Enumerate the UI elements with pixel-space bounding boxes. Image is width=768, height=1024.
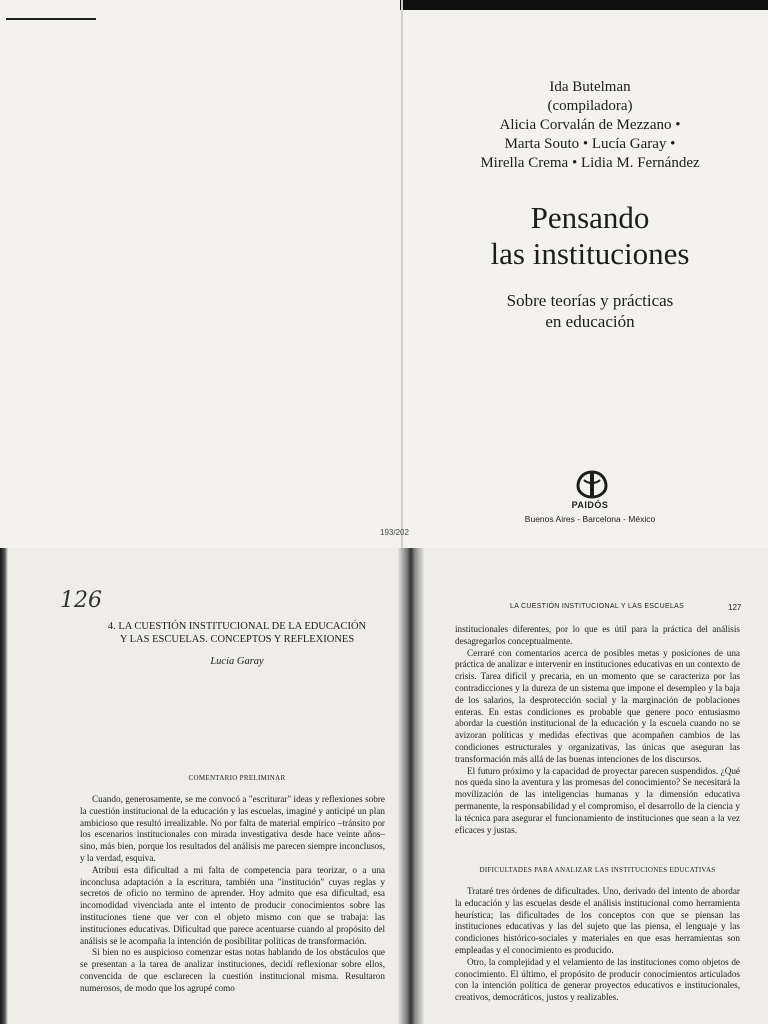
author-line: Marta Souto • Lucía Garay • xyxy=(504,136,676,152)
gutter xyxy=(401,0,403,548)
section-heading: DIFICULTADES PARA ANALIZAR LAS INSTITUCIONES EDUCATIVAS xyxy=(479,866,716,874)
paragraph: Cerraré con comentarios acerca de posibles metas y posiciones de una práctica de analizar e intervenir en instituciones educativas en un contexto de crisis. Tarea difícil y precaria, en un momento que se caracteriza por las contradicciones y la dureza de un sistema que impone el desempleo y la baja de los salarios, la desprotección social y la marginación de poblaciones enteras. En estas condiciones es probable que genere poco entusiasmo abordar la cuestión institucional de la educación y la escuela cuando no se avizoran políticas y medidas efectivas que acompañen cambios de las condiciones estructurales y organizativas, las únicas que aseguran las transformación más allá de las buenas intenciones de los discursos. xyxy=(455,647,740,764)
author-line: (compiladora) xyxy=(547,98,633,114)
page-number: 127 xyxy=(728,603,742,612)
chapter-title-line: 4. LA CUESTIÓN INSTITUCIONAL DE LA EDUCACIÓN xyxy=(107,621,367,632)
book-title-line: las instituciones xyxy=(490,236,690,271)
book-title xyxy=(430,200,750,272)
subtitle-line: Sobre teorías y prácticas xyxy=(506,291,674,310)
scan-edge-shadow xyxy=(0,548,8,1024)
paragraph: Si bien no es auspicioso comenzar estas notas hablando de los obstáculos que se presentan a la tarea de analizar instituciones, decidí reflexionar sobre ellos, convencida de que esclarecen la cuestión institucional misma. Resultaron numerosos, de modo que los agrupé como xyxy=(80,947,385,993)
paragraph: El futuro próximo y la capacidad de proyectar parecen suspendidos. ¿Qué nos queda sino la aventura y las promesas del conocimiento? Se necesitará la movilización de las inteligencias humanas y la dimensión educativa permanente, la responsabilidad y el compromiso, el desarrollo de la ciencia y la técnica para asegurar el funcionamiento de instituciones que sean a la vez eficaces y justas. xyxy=(455,765,740,835)
paragraph: institucionales diferentes, por lo que es útil para la práctica del análisis desagregarlos conceptualmente. xyxy=(455,624,740,646)
authors-block xyxy=(430,78,750,173)
publisher-name: PAIDÓS xyxy=(571,500,609,510)
section-heading: COMENTARIO PRELIMINAR xyxy=(188,774,286,782)
handwritten-page-number: 126 xyxy=(60,588,102,613)
pen-mark xyxy=(6,18,96,20)
chapter-title-line: Y LAS ESCUELAS. CONCEPTOS Y REFLEXIONES xyxy=(119,634,355,645)
chapter-author: Lucía Garay xyxy=(210,656,264,667)
author-line: Mirella Crema • Lidia M. Fernández xyxy=(480,155,700,171)
left-page-body xyxy=(80,794,385,995)
publisher-logo-icon xyxy=(572,470,612,500)
chapter-title xyxy=(92,620,382,646)
paragraph: Trataré tres órdenes de dificultades. Uno, derivado del intento de abordar la educación y las escuelas desde el análisis institucional como herramienta heurística; las dificultades de los conceptos con que se piensan las instituciones educativas y las del sujeto que las piensa, el lenguaje y las condiciones histórico-sociales y materiales en que esas herramientas son empleadas y el conocimiento es producido. xyxy=(455,886,740,955)
subtitle-line: en educación xyxy=(545,312,635,331)
book-subtitle xyxy=(430,290,750,332)
paragraph: Otro, la complejidad y el velamiento de las instituciones como objetos de conocimiento. El último, el propósito de producir conocimientos articulados con la intención política de generar proyectos educativos e institucionales, creativos, democráticos, justos y realizables. xyxy=(455,956,740,1003)
right-page-body-bottom xyxy=(455,886,740,1004)
running-head: LA CUESTIÓN INSTITUCIONAL Y LAS ESCUELAS xyxy=(510,603,685,610)
book-title-line: Pensando xyxy=(530,200,650,235)
text-spread xyxy=(0,548,768,1024)
book-binding xyxy=(398,548,424,1024)
paragraph: Cuando, generosamente, se me convocó a "escriturar" ideas y reflexiones sobre la cuestión institucional de la educación y las escuelas, imaginé y anticipé un plan ambicioso que resultó irrealizable. No por falta de material empírico –tránsito por los escenarios institucionales con mirada investigativa desde hace veinte años– sino, más bien, porque los resultados del análisis me parecen siempre inconclusos, y la verdad, esquiva. xyxy=(80,794,385,863)
paragraph: Atribuí esta dificultad a mi falta de competencia para teorizar, o a una inconclusa adaptación a la escritura, también una "institución" cuyas reglas y secretos de oficio no termino de aprender. Hoy admito que esa dificultad, esa incomodidad vivenciada ante el intento de producir conocimientos sobre las instituciones tiene que ver con el objeto mismo con que se trabaja: las instituciones educativas. Dificultad que parece acentuarse cuando al propósito del análisis se le acompaña la intención de posibilitar políticas de transformación. xyxy=(80,864,385,946)
right-page-body-top xyxy=(455,624,740,836)
scan-edge-shadow xyxy=(400,0,768,10)
author-line: Ida Butelman xyxy=(549,79,631,95)
author-line: Alicia Corvalán de Mezzano • xyxy=(499,117,681,133)
publisher-cities: Buenos Aires - Barcelona - México xyxy=(524,514,656,524)
library-stamp: 193/202 xyxy=(380,528,409,537)
